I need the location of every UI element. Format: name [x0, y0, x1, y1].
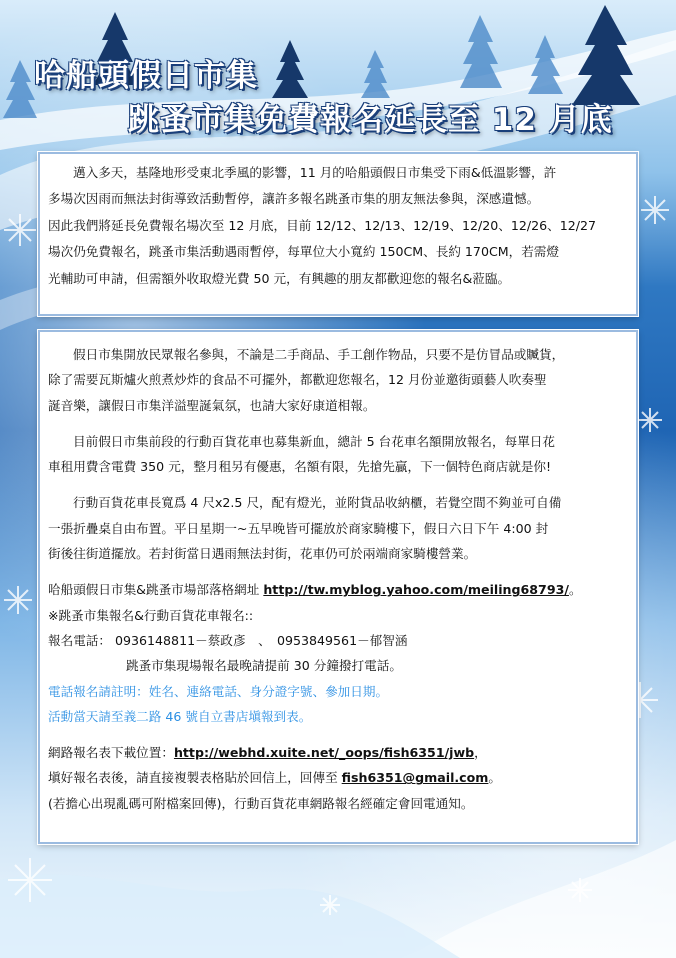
para3-line: 街後往街道擺放。若封街當日遇雨無法封街，花車仍可於兩端商家騎樓營業。 — [48, 546, 477, 562]
phone-instructions: 電話報名請註明：姓名、連絡電話、身分證字號、參加日期。 — [48, 683, 389, 699]
main-title: 哈船頭假日市集 — [34, 58, 258, 94]
email-link[interactable]: fish6351@gmail.com — [341, 770, 489, 786]
notice-line: 多場次因雨而無法封街導致活動暫停，讓許多報名跳蚤市集的朋友無法參與，深感遺憾。 — [48, 191, 540, 207]
notice-line: 場次仍免費報名，跳蚤市集活動遇雨暫停，每單位大小寬約 150CM、長約 170CM，若需燈 — [48, 244, 559, 260]
phone-line: 報名電話： 0936148811－蔡政彥 、 0953849561－郁智涵 — [48, 632, 408, 648]
email-prefix: 塡好報名表後，請直接複製表格貼於回信上，回傳至 — [48, 770, 342, 786]
para1-line: 誕音樂，讓假日市集洋溢聖誕氣氛，也請大家好康道相報。 — [48, 397, 376, 413]
para2-line: 目前假日市集前段的行動百貨花車也募集新血，總計 5 台花車名額開放報名，每單日花 — [73, 433, 555, 449]
blog-suffix: 。 — [568, 582, 582, 598]
blog-prefix: 哈船頭假日市集&跳蚤市場部落格網址 — [48, 582, 264, 598]
para2-line: 車租用費含電費 350 元，整月租另有優惠，名額有限，先搶先贏，下一個特色商店就是你! — [48, 459, 552, 475]
sub-title: 跳蚤市集免費報名延長至 12 月底 — [128, 102, 613, 138]
blog-link[interactable]: http://tw.myblog.yahoo.com/meiling68793/ — [263, 582, 569, 598]
last-line: (若擔心出現亂碼可附檔案回傳)，行動百貨花車網路報名經確定會回電通知。 — [48, 795, 474, 811]
download-prefix: 網路報名表下載位置： — [48, 745, 174, 761]
email-line — [48, 765, 628, 790]
notice-box — [38, 152, 638, 316]
notice-line: 因此我們將延長免費報名場次至 12 月底，目前 12/12、12/13、12/19、12/20、12/26、12/27 — [48, 217, 597, 233]
para1-line: 假日市集開放民眾報名參與，不論是二手商品、手工創作物品，只要不是仿冒品或贓貨， — [73, 347, 565, 362]
phone-note: 跳蚤市集現場報名最晚請提前 30 分鐘撥打電話。 — [126, 658, 402, 674]
download-line — [48, 740, 628, 765]
signup-heading: ※跳蚤市集報名&行動百貨花車報名:: — [48, 607, 254, 623]
blog-line — [48, 577, 628, 602]
para1-line: 除了需要瓦斯爐火煎煮炒炸的食品不可擺外，都歡迎您報名，12 月份並邀街頭藝人吹奏聖 — [48, 372, 547, 388]
notice-line: 光輔助可申請，但需額外收取燈光費 50 元，有興趣的朋友都歡迎您的報名&蒞臨。 — [48, 270, 511, 286]
download-link[interactable]: http://webhd.xuite.net/_oops/fish6351/jwb — [173, 745, 475, 761]
para3-line: 行動百貨花車長寬爲 4 尺x2.5 尺，配有燈光，並附貨品收納櫃，若覺空間不夠並可自備 — [73, 495, 562, 511]
download-suffix: ， — [474, 745, 487, 761]
para3-line: 一張折疊桌自由布置。平日星期一~五早晚皆可擺放於商家騎樓下，假日六日下午 4:00 封 — [48, 520, 549, 536]
details-box — [38, 330, 638, 844]
email-suffix: 。 — [488, 770, 502, 786]
checkin-instructions: 活動當天請至義二路 46 號自立書店塡報到表。 — [48, 708, 312, 724]
notice-line: 邁入多天，基隆地形受東北季風的影響，11 月的哈船頭假日市集受下雨&低溫影響，許 — [73, 165, 557, 180]
